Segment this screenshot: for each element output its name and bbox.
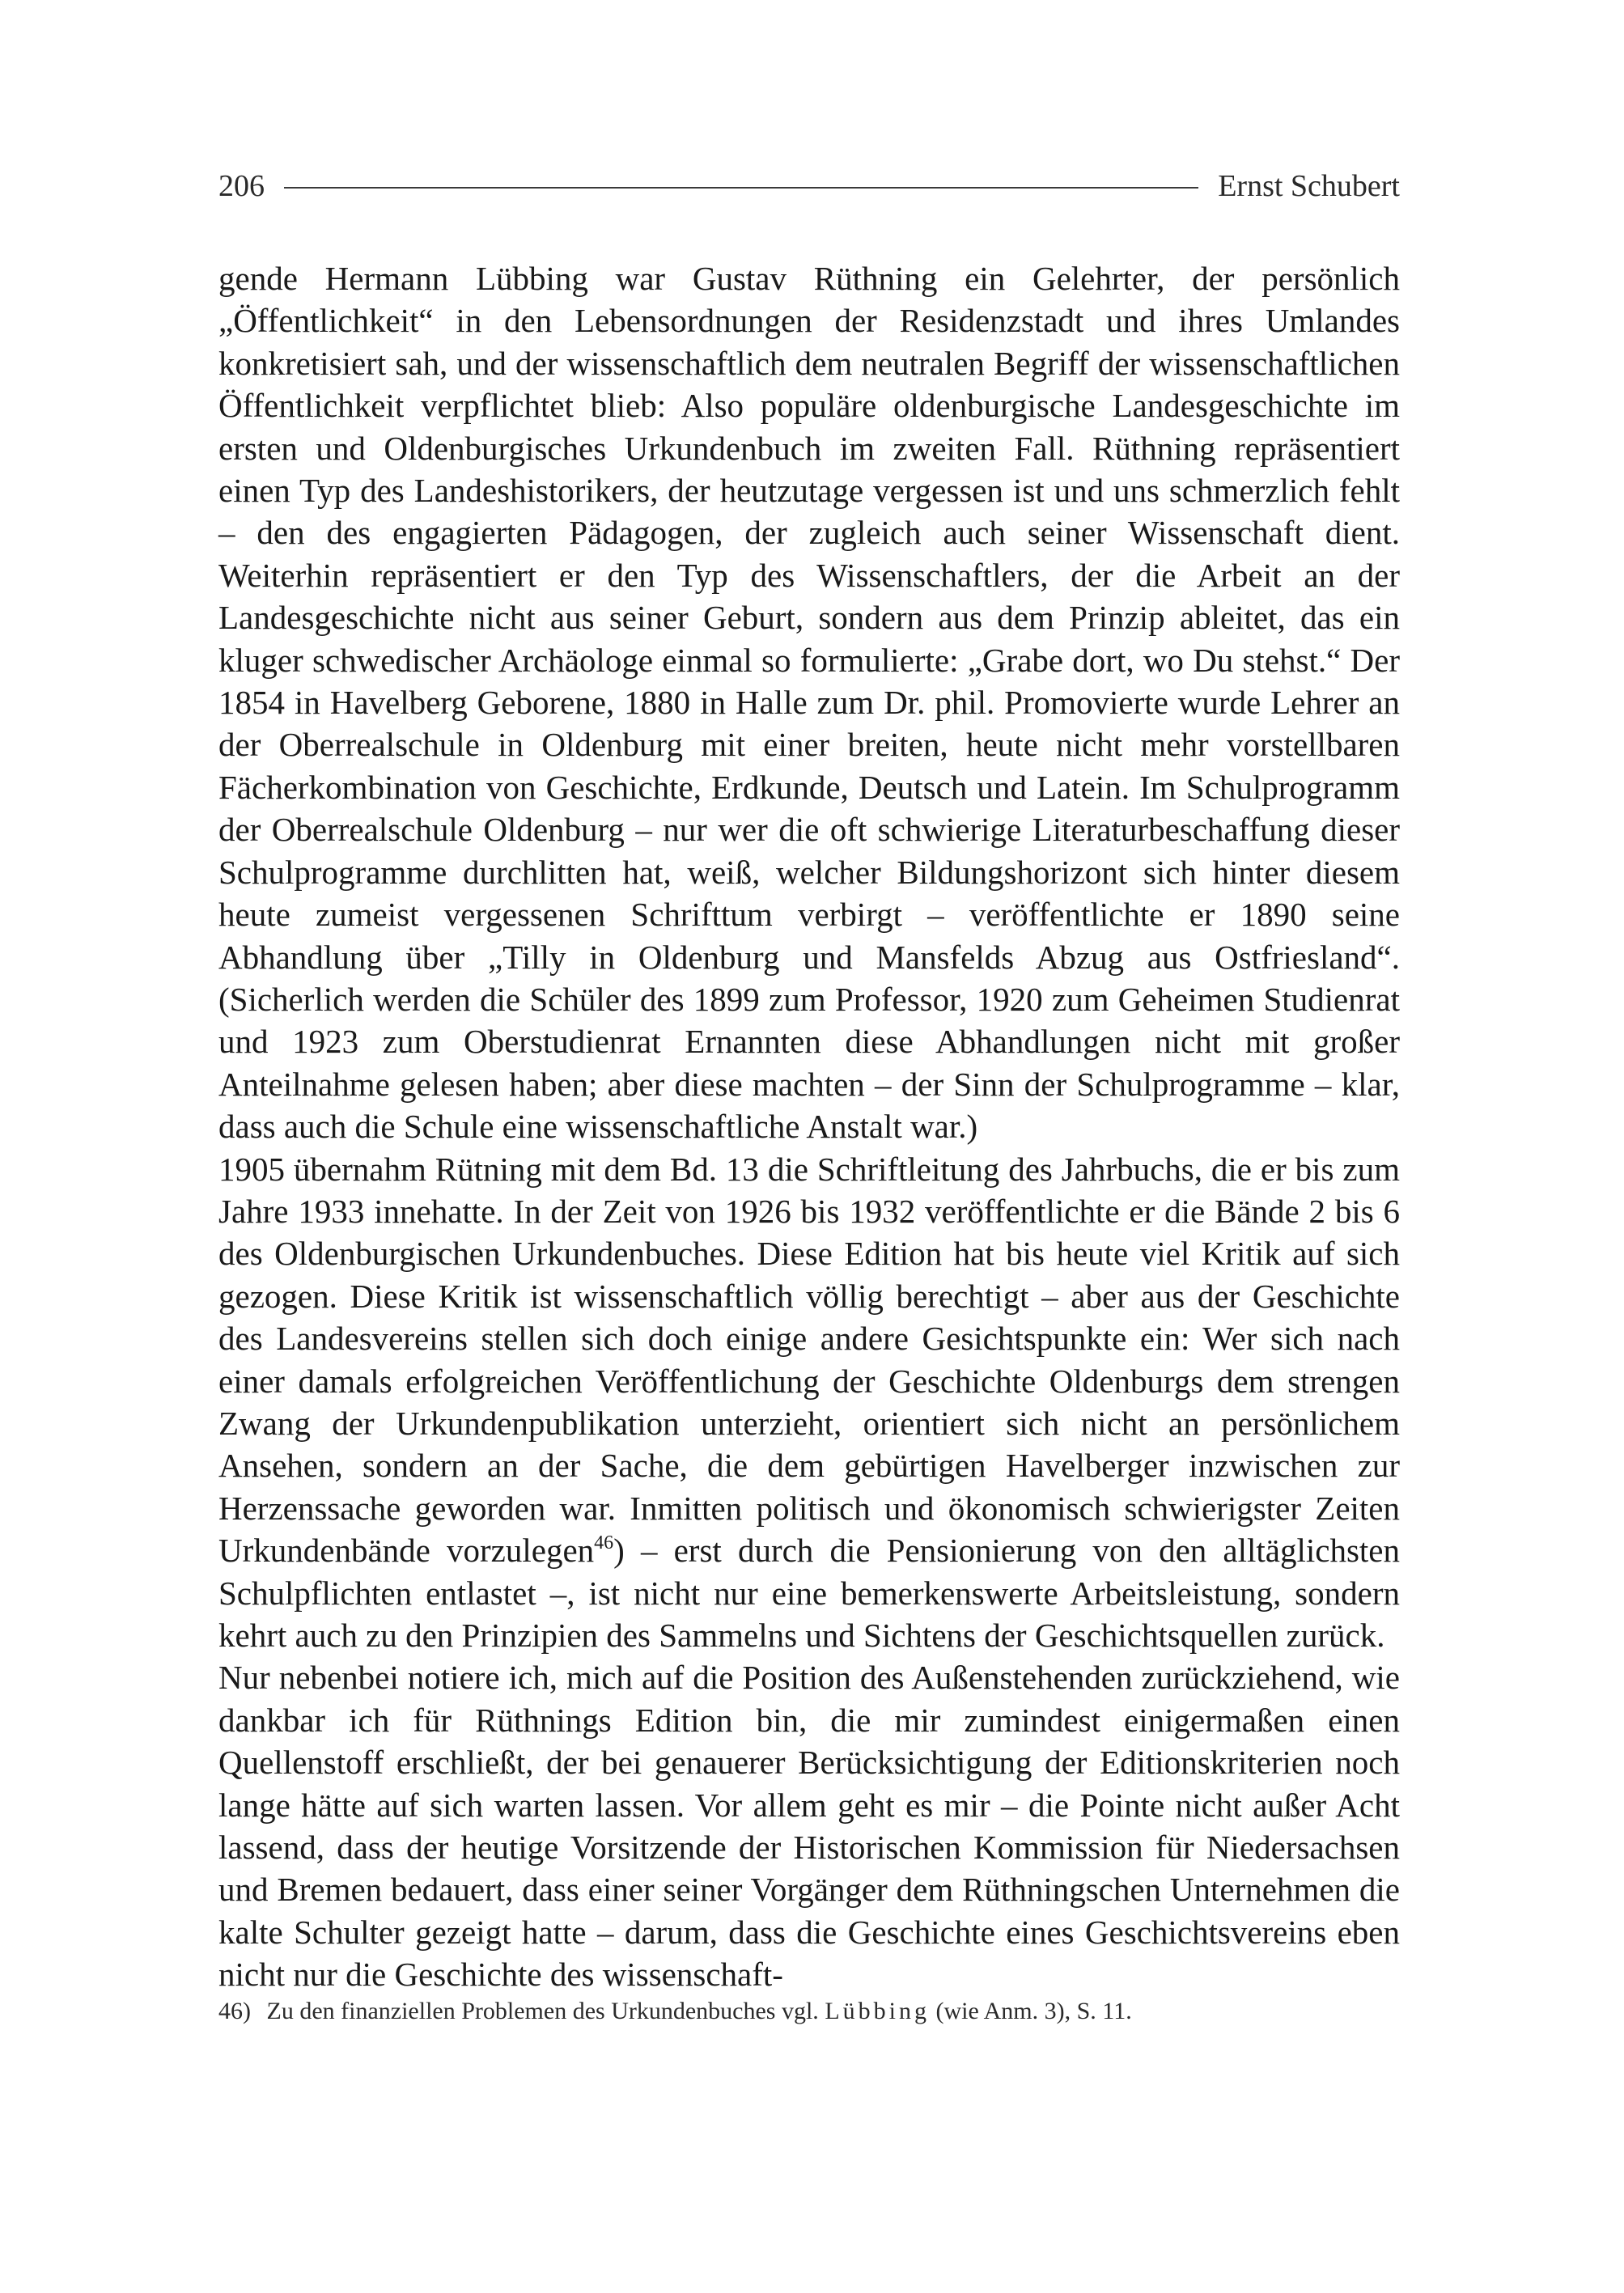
page-number: 206 bbox=[218, 169, 265, 203]
paragraph-2 bbox=[218, 1148, 1400, 1657]
footnote-reference: 46 bbox=[594, 1532, 614, 1553]
paragraph-text: ) – erst durch die Pensionierung von den alltäglichsten Schulpflichten entlastet –, ist nicht nur eine bemerkenswerte Arbeitsleistung, sondern kehrt auch zu den Prinzipien des Sammelns und Sichtens der Geschichtsquellen zurück. bbox=[218, 1532, 1401, 1654]
running-head-author: Ernst Schubert bbox=[1218, 169, 1400, 203]
page-header bbox=[218, 163, 1400, 209]
paragraph-1 bbox=[218, 257, 1400, 1148]
paragraph-text: 1905 übernahm Rütning mit dem Bd. 13 die Schriftleitung des Jahrbuchs, die er bis zum Jahre 1933 innehatte. In der Zeit von 1926 bis 1932 veröffentlichte er die Bände 2 bis 6 des Oldenburgischen Urkundenbuches. Diese Edition hat bis heute viel Kritik auf sich gezogen. Diese Kritik ist wissenschaftlich völlig berechtigt – aber aus der Geschichte des Landesvereins stellen sich doch einige andere Gesichtspunkte ein: Wer sich nach einer damals erfolgreichen Veröffentlichung der Geschichte Oldenburgs dem strengen Zwang der Urkundenpublikation unterzieht, orientiert sich nicht an persönlichem Ansehen, sondern an der Sache, die dem gebürtigen Havelberger inzwischen zur Herzenssache geworden war. Inmitten politisch und ökonomisch schwierigster Zeiten Urkundenbände vorzulegen bbox=[218, 1150, 1400, 1570]
header-rule bbox=[284, 187, 1198, 189]
footnote-number: 46) bbox=[218, 1998, 251, 2024]
main-text bbox=[218, 257, 1400, 1996]
footnote bbox=[218, 1995, 1400, 2028]
footnote-author: Lübbing bbox=[825, 1998, 930, 2024]
paragraph-text: Nur nebenbei notiere ich, mich auf die Position des Außenstehenden zurückziehend, wie dankbar ich für Rüthnings Edition bin, die mir zumindest einigermaßen einen Quellenstoff erschließt, der bei genauerer Berücksichtigung der Editionskriterien noch lange hätte auf sich warten lassen. Vor allem geht es mir – die Pointe nicht außer Acht lassend, dass der heutige Vorsitzende der Historischen Kommission für Niedersachsen und Bremen bedauert, dass einer seiner Vorgänger dem Rüthningschen Unternehmen die kalte Schulter gezeigt hatte – darum, dass die Geschichte eines Geschichtsvereins eben nicht nur die Geschichte des wissenschaft- bbox=[218, 1659, 1400, 1994]
paragraph-3 bbox=[218, 1656, 1400, 1995]
footnote-text: Zu den finanziellen Problemen des Urkundenbuches vgl. bbox=[266, 1998, 825, 2024]
footnote-text: (wie Anm. 3), S. 11. bbox=[929, 1998, 1132, 2024]
paragraph-text: gende Hermann Lübbing war Gustav Rüthning ein Gelehrter, der persönlich „Öffentlichkeit“ in den Lebensordnungen der Residenzstadt und ihres Umlandes konkretisiert sah, und der wissenschaftlich dem neutralen Begriff der wissenschaftlichen Öffentlichkeit verpflichtet blieb: Also populäre oldenburgische Landesgeschichte im ersten und Oldenburgisches Urkundenbuch im zweiten Fall. Rüthning repräsentiert einen Typ des Landeshistorikers, der heutzutage vergessen ist und uns schmerzlich fehlt – den des engagierten Pädagogen, der zugleich auch seiner Wissenschaft dient. Weiterhin repräsentiert er den Typ des Wissenschaftlers, der die Arbeit an der Landesgeschichte nicht aus seiner Geburt, sondern aus dem Prinzip ableitet, das ein kluger schwedischer Archäologe einmal so formulierte: „Grabe dort, wo Du stehst.“ Der 1854 in Havelberg Geborene, 1880 in Halle zum Dr. phil. Promovierte wurde Lehrer an der Oberrealschule in Oldenburg mit einer breiten, heute nicht mehr vorstellbaren Fächerkombination von Geschichte, Erdkunde, Deutsch und Latein. Im Schulprogramm der Oberrealschule Oldenburg – nur wer die oft schwierige Literaturbeschaffung dieser Schulprogramme durchlitten hat, weiß, welcher Bildungshorizont sich hinter diesem heute zumeist vergessenen Schrifttum verbirgt – veröffentlichte er 1890 seine Abhandlung über „Tilly in Oldenburg und Mansfelds Abzug aus Ostfriesland“. (Sicherlich werden die Schüler des 1899 zum Professor, 1920 zum Geheimen Studienrat und 1923 zum Oberstudienrat Ernannten diese Abhandlungen nicht mit großer Anteilnahme gelesen haben; aber diese machten – der Sinn der Schulprogramme – klar, dass auch die Schule eine wissenschaftliche Anstalt war.) bbox=[218, 260, 1400, 1146]
